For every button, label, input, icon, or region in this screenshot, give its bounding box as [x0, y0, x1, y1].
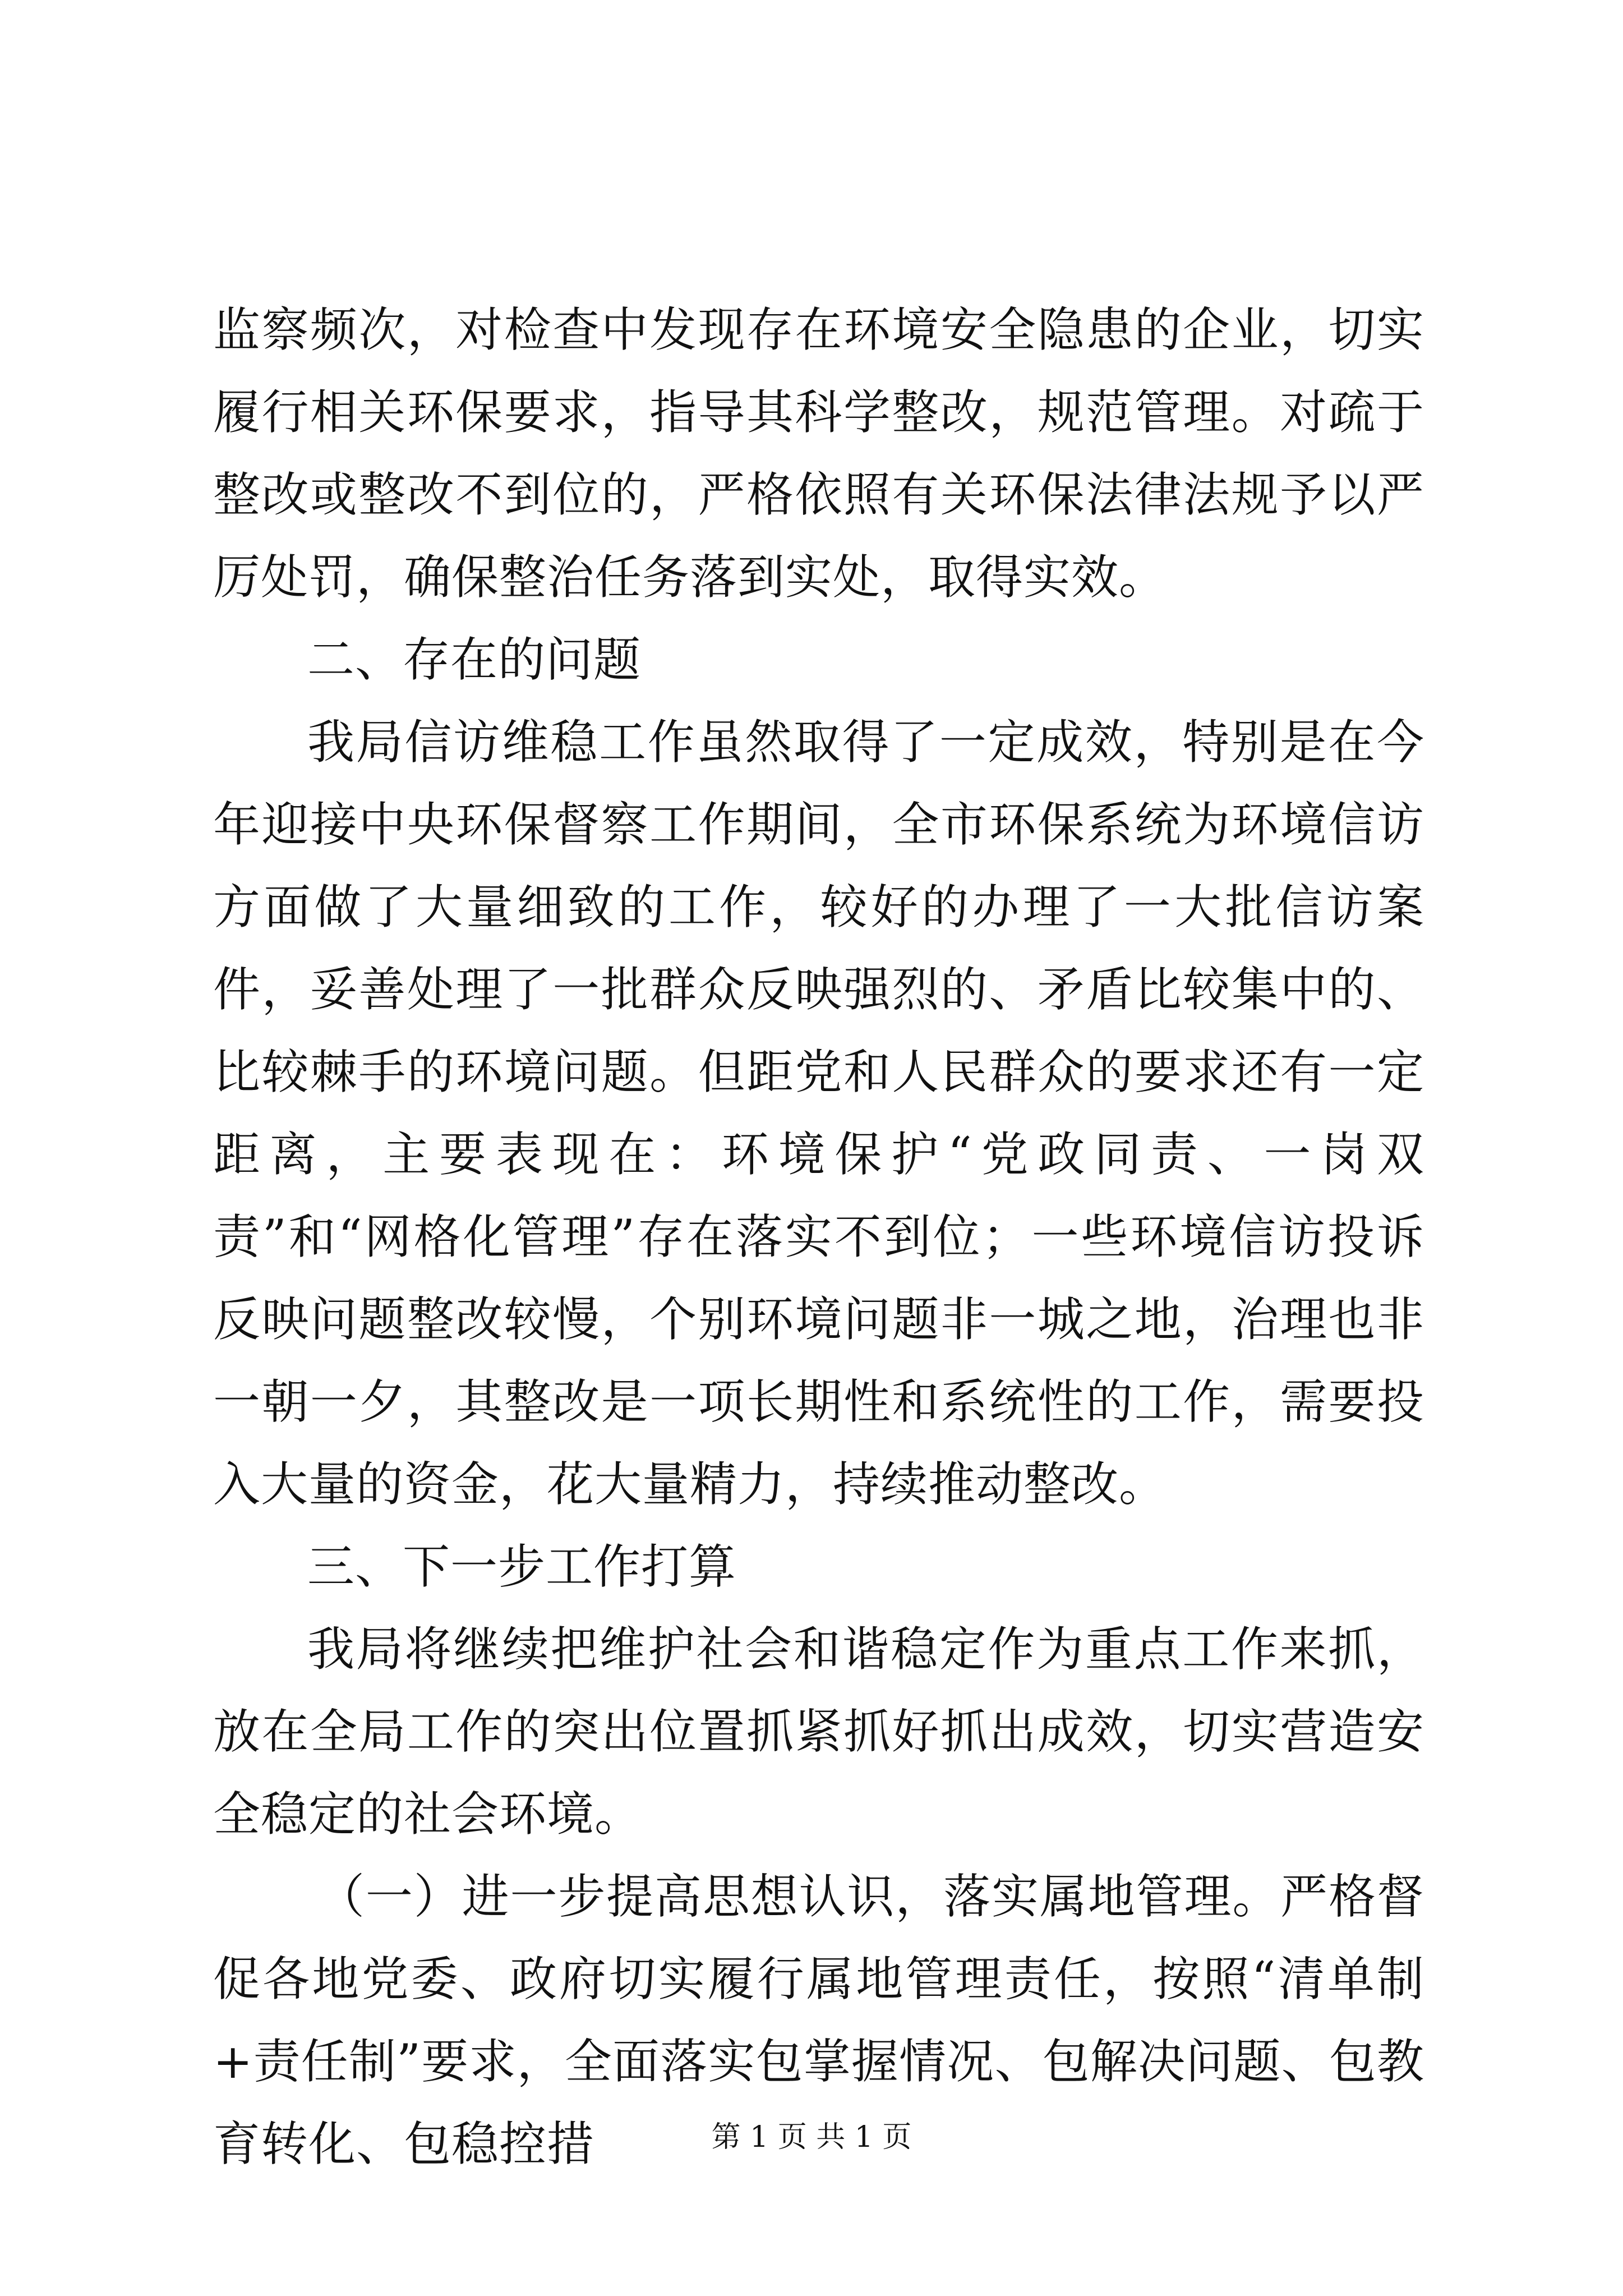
paragraph-problems: 我局信访维稳工作虽然取得了一定成效，特别是在今年迎接中央环保督察工作期间，全市环保系统为环境信访方面做了大量细致的工作，较好的办理了一大批信访案件，妥善处理了一批群众反映强烈的、矛盾比较集中的、比较棘手的环境问题。但距党和人民群众的要求还有一定距离，主要表现在：环境保护“党政同责、一岗双责”和“网格化管理”存在落实不到位；一些环境信访投诉反映问题整改较慢，个别环境问题非一城之地，治理也非一朝一夕，其整改是一项长期性和系统性的工作，需要投入大量的资金，花大量精力，持续推动整改。 — [213, 715, 1424, 1512]
paragraph-item-one: （一）进一步提高思想认识，落实属地管理。严格督促各地党委、政府切实履行属地管理责任，按照“清单制+责任制”要求，全面落实包掌握情况、包解决问题、包教育转化、包稳控措 — [213, 1869, 1424, 2171]
document-body — [213, 289, 1424, 2185]
page-footer — [0, 2118, 1623, 2157]
section-heading-next-steps: 三、下一步工作打算 — [307, 1539, 737, 1594]
paragraph-continuation: 监察频次，对检查中发现存在环境安全隐患的企业，切实履行相关环保要求，指导其科学整改，规范管理。对疏于整改或整改不到位的，严格依照有关环保法律法规予以严厉处罚，确保整治任务落到实处，取得实效。 — [213, 302, 1424, 605]
paragraph-next-steps-intro: 我局将继续把维护社会和谐稳定作为重点工作来抓，放在全局工作的突出位置抓紧抓好抓出成效，切实营造安全稳定的社会环境。 — [213, 1622, 1424, 1842]
section-heading-problems: 二、存在的问题 — [307, 632, 642, 687]
page-number-label: 第 1 页 共 1 页 — [711, 2120, 912, 2154]
